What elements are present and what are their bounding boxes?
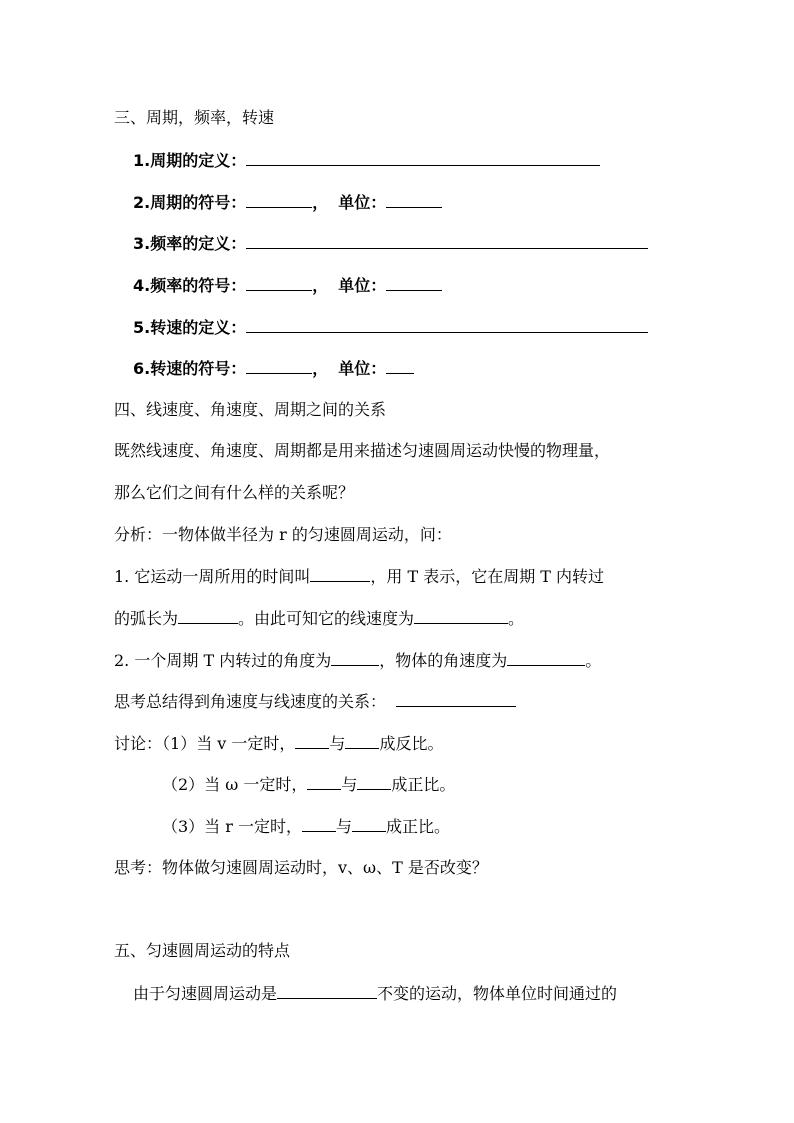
speed-symbol-row (133, 356, 414, 380)
discussion2-mid: 与 (341, 775, 358, 794)
arc-length-blank[interactable] (178, 606, 238, 624)
section4-heading: 四、线速度、角速度、周期之间的关系 (114, 400, 387, 419)
separator: ， (312, 276, 329, 295)
frequency-unit-blank[interactable] (386, 273, 442, 291)
period-definition-row (133, 148, 600, 172)
angle-blank[interactable] (331, 648, 379, 666)
section3-heading: 三、周期，频率，转速 (114, 108, 275, 127)
discussion1-mid: 与 (329, 734, 346, 753)
discussion2-prefix: （2）当 ω 一定时， (162, 775, 308, 794)
frequency-symbol-blank[interactable] (246, 273, 312, 291)
analysis-text: 分析：一物体做半径为 r 的匀速圆周运动，问： (114, 525, 452, 544)
discussion1-blank-b[interactable] (345, 731, 379, 749)
question2-text-c: 。 (585, 651, 602, 670)
discussion2-suffix: 成正比。 (391, 775, 456, 794)
speed-definition-label: 5.转速的定义： (133, 318, 247, 337)
summary-line (114, 689, 516, 713)
speed-symbol-label: 6.转速的符号： (133, 359, 247, 378)
discussion-line3 (162, 814, 450, 838)
discussion2-blank-b[interactable] (357, 772, 391, 790)
speed-unit-label: 单位： (338, 359, 387, 378)
period-name-blank[interactable] (310, 564, 370, 582)
frequency-definition-row (133, 231, 648, 255)
section5-text-line (133, 981, 617, 1005)
discussion3-blank-a[interactable] (302, 814, 336, 832)
question1-line1 (114, 564, 604, 588)
discussion-label: 讨论： (114, 734, 163, 753)
frequency-definition-label: 3.频率的定义： (133, 234, 247, 253)
discussion-line2 (162, 772, 455, 796)
speed-unit-blank[interactable] (386, 356, 414, 374)
section4-intro-line1: 既然线速度、角速度、周期都是用来描述匀速圆周运动快慢的物理量， (114, 441, 611, 460)
relation-blank[interactable] (396, 689, 516, 707)
question1-line2 (114, 606, 524, 630)
separator: ， (312, 193, 329, 212)
section5-heading: 五、匀速圆周运动的特点 (114, 941, 291, 960)
linear-speed-blank[interactable] (414, 606, 508, 624)
discussion3-blank-b[interactable] (352, 814, 386, 832)
think-question: 思考：物体做匀速圆周运动时，v、ω、T 是否改变？ (114, 858, 488, 877)
discussion2-blank-a[interactable] (307, 772, 341, 790)
speed-definition-blank[interactable] (246, 315, 648, 333)
period-symbol-row (133, 190, 442, 214)
question2-text-b: ，物体的角速度为 (379, 651, 508, 670)
period-symbol-blank[interactable] (246, 190, 312, 208)
question1-text-d: 。由此可知它的线速度为 (238, 609, 415, 628)
period-symbol-label: 2.周期的符号： (133, 193, 247, 212)
discussion3-prefix: （3）当 r 一定时， (162, 817, 303, 836)
discussion3-suffix: 成正比。 (386, 817, 451, 836)
question1-text-c: 的弧长为 (114, 609, 179, 628)
constant-quantity-blank[interactable] (277, 981, 377, 999)
frequency-symbol-label: 4.频率的符号： (133, 276, 247, 295)
period-unit-label: 单位： (338, 193, 387, 212)
period-definition-blank[interactable] (246, 148, 600, 166)
discussion1-blank-a[interactable] (295, 731, 329, 749)
separator: ， (312, 359, 329, 378)
period-definition-label: 1.周期的定义： (133, 151, 247, 170)
frequency-unit-label: 单位： (338, 276, 387, 295)
question2-text-a: 2. 一个周期 T 内转过的角度为 (114, 651, 332, 670)
period-unit-blank[interactable] (386, 190, 442, 208)
summary-text: 思考总结得到角速度与线速度的关系： (114, 692, 387, 711)
frequency-symbol-row (133, 273, 442, 297)
discussion1-suffix: 成反比。 (379, 734, 444, 753)
discussion1-prefix: （1）当 v 一定时， (162, 734, 296, 753)
speed-symbol-blank[interactable] (246, 356, 312, 374)
question2-line (114, 648, 601, 672)
question1-text-b: ，用 T 表示，它在周期 T 内转过 (370, 567, 605, 586)
section4-intro-line2: 那么它们之间有什么样的关系呢？ (114, 483, 355, 502)
question1-text-a: 1. 它运动一周所用的时间叫 (114, 567, 311, 586)
section5-text-b: 不变的运动，物体单位时间通过的 (377, 984, 618, 1003)
section5-text-a: 由于匀速圆周运动是 (133, 984, 278, 1003)
angular-speed-blank[interactable] (507, 648, 585, 666)
discussion3-mid: 与 (336, 817, 353, 836)
frequency-definition-blank[interactable] (246, 231, 648, 249)
discussion-line1 (114, 731, 443, 755)
speed-definition-row (133, 315, 648, 339)
question1-text-e: 。 (508, 609, 525, 628)
